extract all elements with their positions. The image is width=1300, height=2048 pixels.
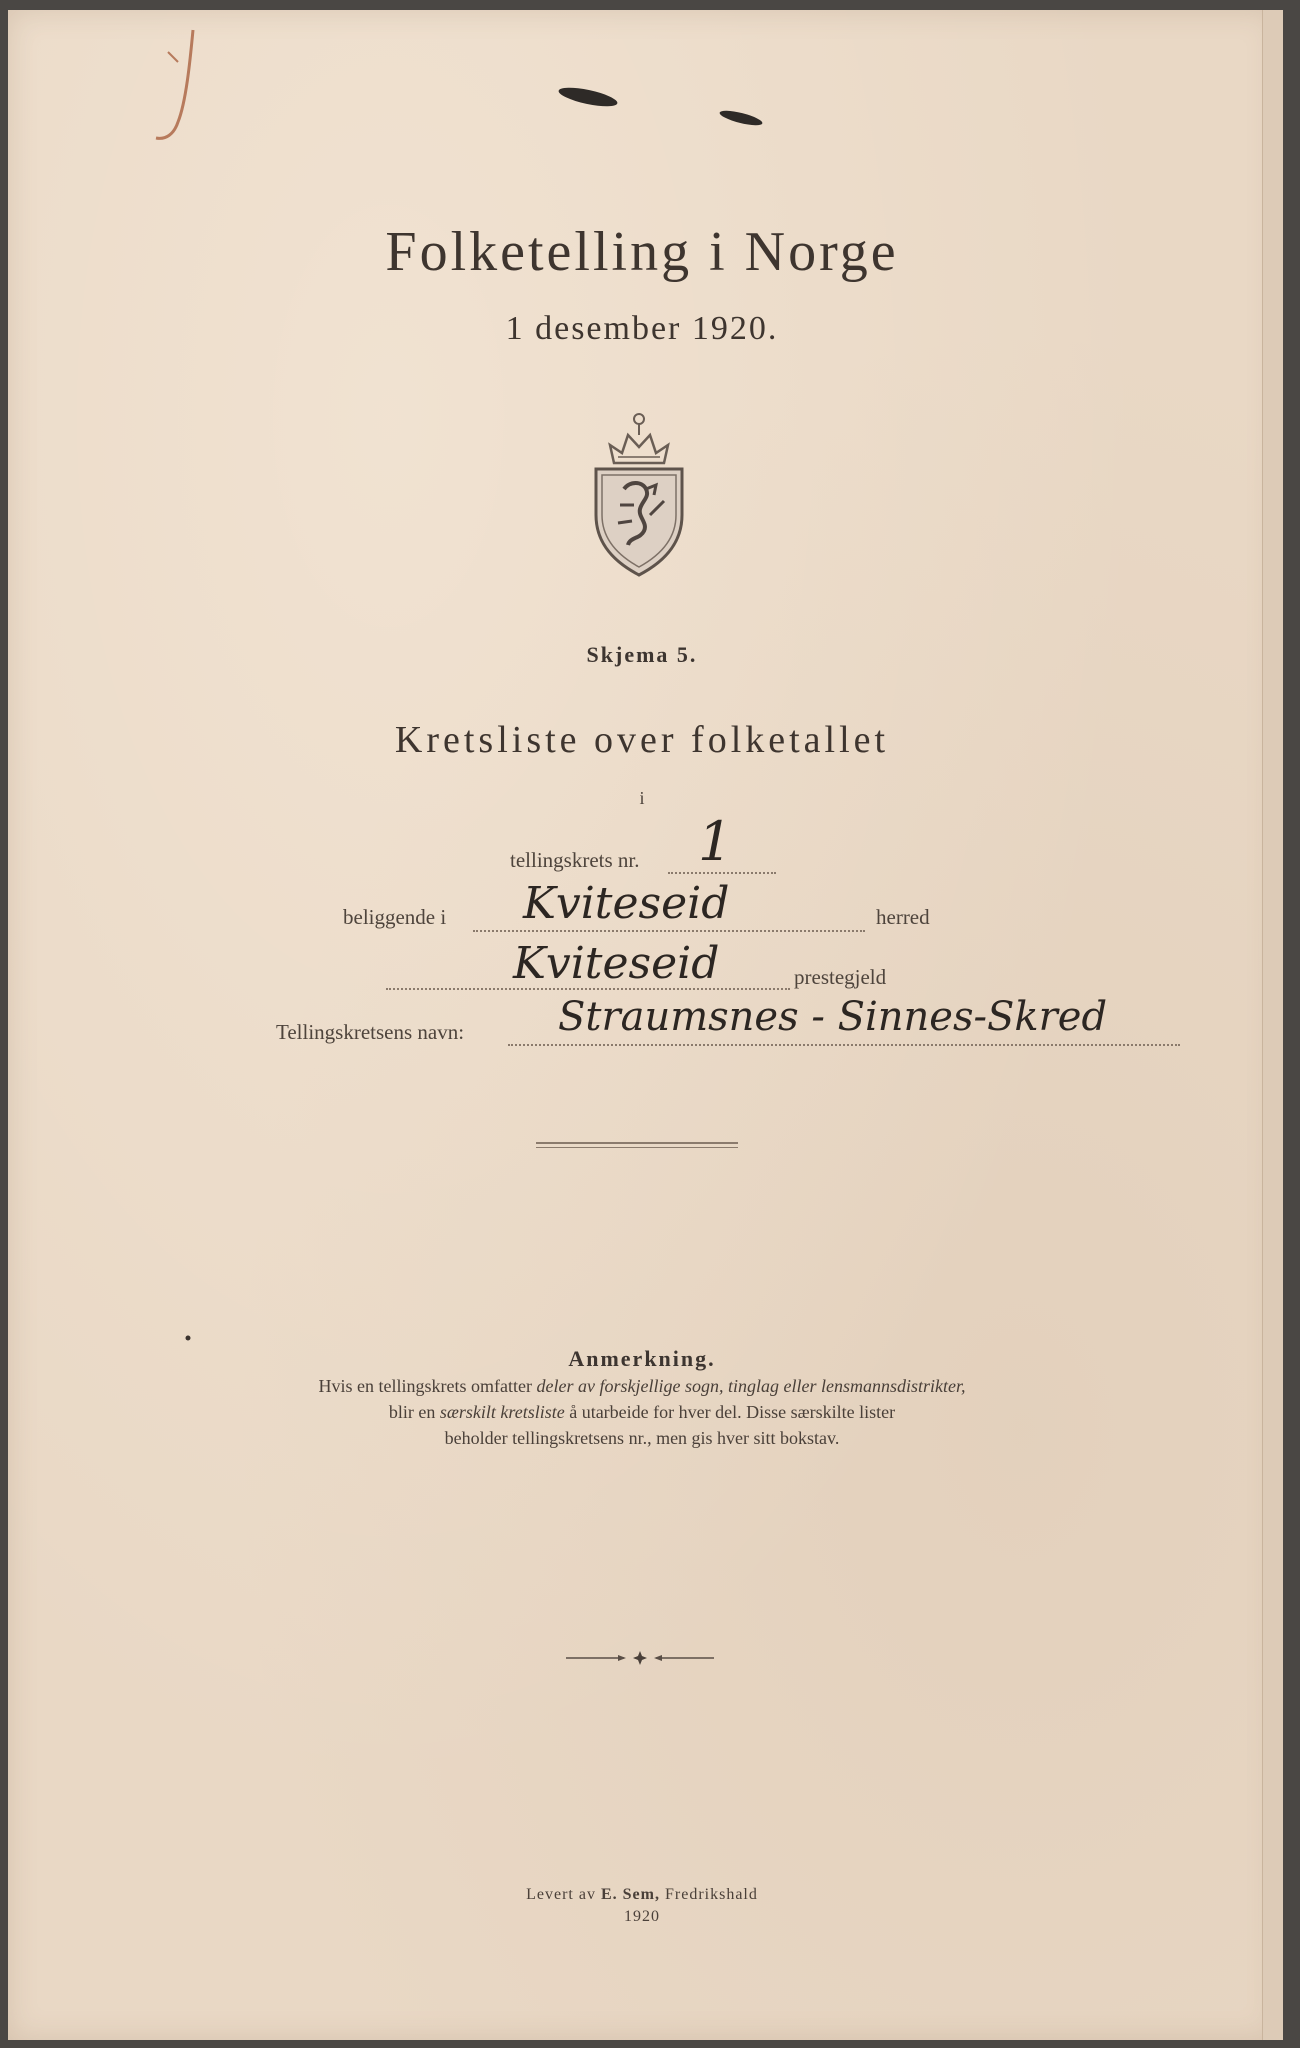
municipality-suffix-label: herred <box>876 905 930 929</box>
divider-rule <box>536 1142 738 1144</box>
page-edge <box>1262 10 1283 2040</box>
page-title: Folketelling i Norge <box>385 221 899 283</box>
note-line-1: Hvis en tellingskrets omfatter deler av forskjellige sogn, tinglag eller lensmannsdistrikter, <box>318 1376 966 1396</box>
note-line-2: blir en særskilt kretsliste å utarbeide for hver del. Disse særskilte lister <box>388 1402 896 1422</box>
binding-hole-right-icon <box>713 106 773 132</box>
parish-value: Kviteseid <box>513 938 720 989</box>
binding-hole-left-icon <box>553 82 623 112</box>
note-heading: Anmerkning. <box>568 1346 716 1371</box>
printer-year: 1920 <box>624 1908 660 1925</box>
district-name-value: Straumsnes - Sinnes-Skred <box>558 994 1108 1040</box>
district-name-label: Tellingskretsens navn: <box>276 1020 465 1044</box>
note-line-3: beholder tellingskretsens nr., men gis hver sitt bokstav. <box>444 1428 840 1448</box>
document-page <box>8 10 1276 2040</box>
printer-line: Levert av E. Sem, Fredrikshald <box>526 1886 758 1903</box>
corner-pencil-mark-icon <box>138 22 208 162</box>
district-name-line <box>508 1044 1180 1046</box>
connector-text: i <box>639 788 645 808</box>
list-title: Kretsliste over folketallet <box>394 719 890 761</box>
margin-dot-icon <box>184 1334 192 1342</box>
census-date: 1 desember 1920. <box>505 310 779 347</box>
schema-label: Skjema 5. <box>586 642 698 667</box>
municipality-line <box>473 930 865 932</box>
divider-rule-thin <box>536 1147 738 1148</box>
municipality-value: Kviteseid <box>523 878 730 929</box>
district-number-label: tellingskrets nr. <box>510 848 640 872</box>
district-number-value: 1 <box>698 810 733 873</box>
parish-suffix-label: prestegjeld <box>794 965 887 989</box>
norwegian-lion-coat-of-arms-icon <box>584 405 694 577</box>
star-divider-ornament-icon <box>560 1648 720 1668</box>
municipality-prefix-label: beliggende i <box>343 905 447 929</box>
